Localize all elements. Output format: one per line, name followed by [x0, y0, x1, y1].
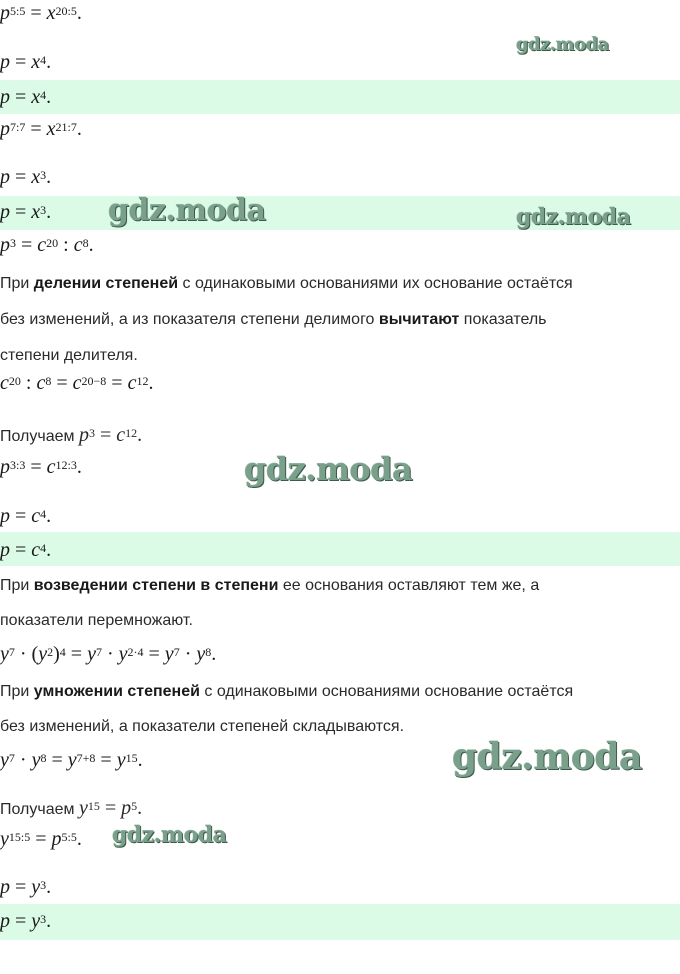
rule-text: показатели перемножают. — [0, 612, 193, 629]
math-line: $p = c^4$. — [0, 505, 52, 527]
math-line: $y^{15:5} = p^{5:5}$. — [0, 828, 82, 850]
math-line: $y^7 \cdot (y^2)^4 = y^7 \cdot y^{2\cdot 4} = y^7 \cdot y^8$. — [0, 643, 217, 665]
answer-highlight — [0, 532, 680, 566]
math-line: $p = y^3$. — [0, 876, 52, 898]
rule-text: без изменений, а показатели степеней складываются. — [0, 718, 405, 735]
watermark: gdz.moda — [452, 736, 642, 778]
answer-highlight — [0, 904, 680, 940]
watermark: gdz.moda — [516, 34, 609, 55]
math-line: $p^{5:5} = x^{20:5}$. — [0, 2, 82, 24]
rule-text: без изменений, а из показателя степени делимого вычитают показатель — [0, 311, 547, 328]
answer-line: $p = x^4$. — [0, 86, 52, 108]
answer-line: $p = x^3$. — [0, 201, 52, 223]
rule-text: При делении степеней с одинаковыми основаниями их основание остаётся — [0, 275, 573, 292]
watermark: gdz.moda — [244, 450, 413, 488]
math-line: $p^3 = c^{20}$ : $c^8$. — [0, 234, 94, 256]
math-line: $p^{7:7} = x^{21:7}$. — [0, 118, 82, 140]
result-text: Получаем $p^3 = c^{12}$. — [0, 424, 143, 446]
watermark: gdz.moda — [108, 193, 266, 228]
math-line: $c^{20}$ : $c^8 = c^{20-8} = c^{12}$. — [0, 372, 154, 394]
math-line: $p = x^3$. — [0, 166, 52, 188]
answer-line: $p = y^3$. — [0, 910, 52, 932]
watermark: gdz.moda — [516, 204, 631, 230]
math-line: $p^{3:3} = c^{12:3}$. — [0, 456, 82, 478]
math-line: $p = x^4$. — [0, 51, 52, 73]
rule-text: При умножении степеней с одинаковыми основаниями основание остаётся — [0, 683, 574, 700]
watermark: gdz.moda — [112, 822, 227, 848]
result-text: Получаем $y^{15} = p^5$. — [0, 797, 143, 819]
answer-highlight — [0, 80, 680, 114]
rule-text: степени делителя. — [0, 347, 138, 364]
answer-line: $p = c^4$. — [0, 539, 52, 561]
rule-text: При возведении степени в степени ее основания оставляют тем же, а — [0, 577, 540, 594]
math-line: $y^7 \cdot y^8 = y^{7+8} = y^{15}$. — [0, 749, 143, 771]
